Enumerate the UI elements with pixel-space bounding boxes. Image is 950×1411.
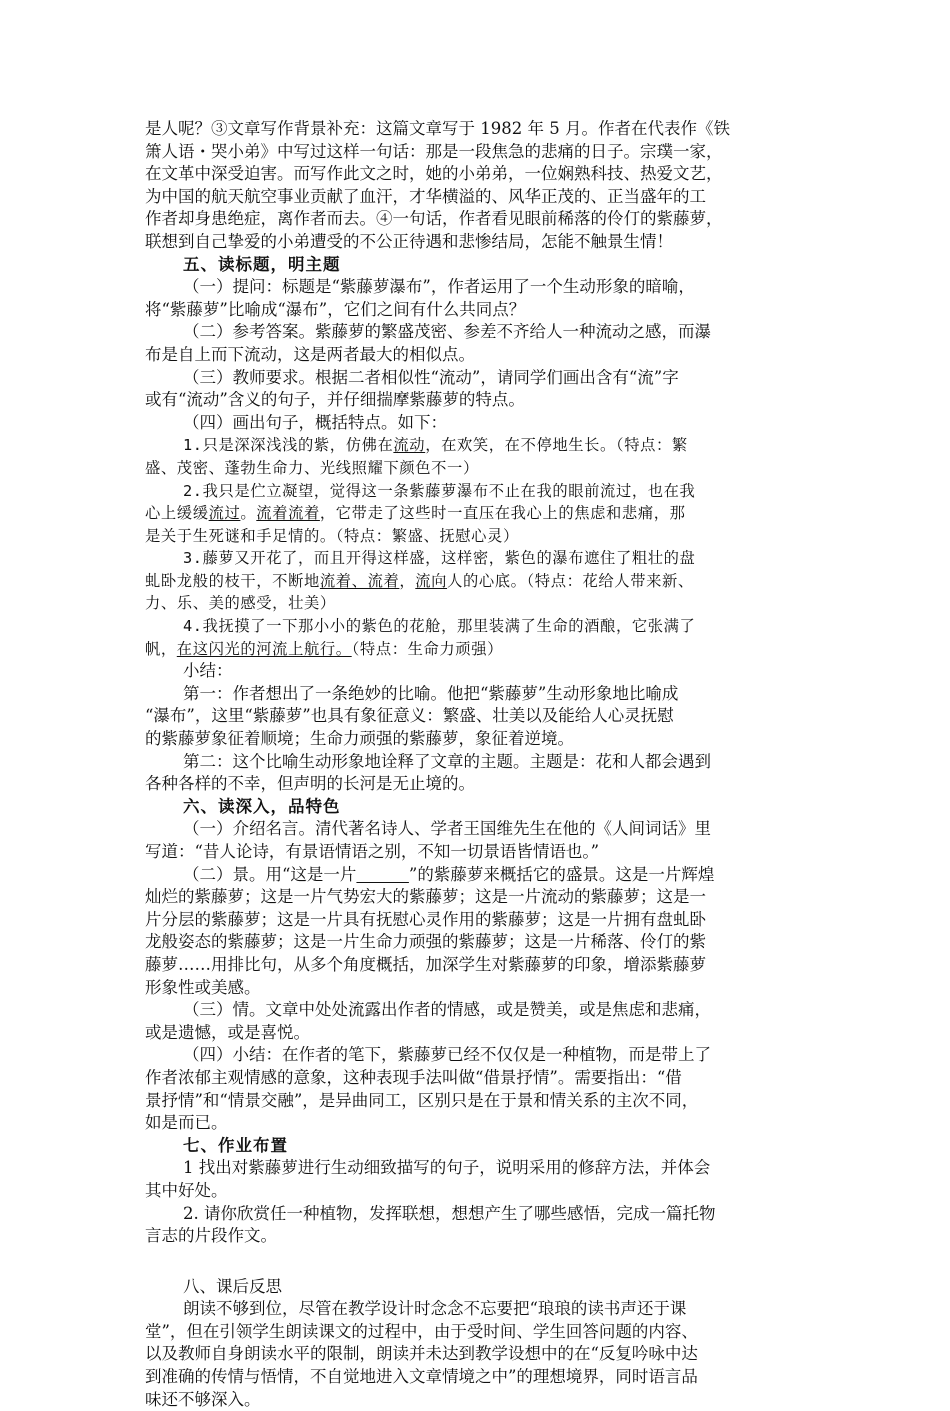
text-line: 布是自上而下流动，这是两者最大的相似点。: [145, 344, 475, 364]
quoted-sentence-1: [145, 434, 800, 479]
section-heading-5: 五、读标题，明主题: [183, 254, 341, 274]
text-line: 藤萝……用排比句，从多个角度概括，加深学生对紫藤萝的印象，增添紫藤萝: [145, 954, 706, 974]
text-line: （四）小结：在作者的笔下，紫藤萝已经不仅仅是一种植物，而是带上了: [183, 1045, 711, 1065]
text-line: [145, 434, 800, 457]
text-line: （一）提问：标题是“紫藤萝瀑布”，作者运用了一个生动形象的暗喻，: [183, 277, 695, 297]
underlined-phrase: 流着、流着: [319, 571, 400, 590]
text-line: （二）参考答案。紫藤萝的繁盛茂密、参差不齐给人一种流动之感，而瀑: [183, 322, 711, 342]
text-line: （一）介绍名言。清代著名诗人、学者王国维先生在他的《人间词话》里: [183, 819, 711, 839]
text-line: 联想到自己挚爱的小弟遭受的不公正待遇和悲惨结局，怎能不触景生情！: [145, 231, 673, 251]
paragraph-conclusion: [145, 1044, 800, 1134]
text-line: 将“紫藤萝”比喻成“瀑布”，它们之间有什么共同点？: [145, 299, 526, 319]
underlined-phrase: 流着流着: [256, 504, 320, 523]
text-line: 为中国的航天航空事业贡献了血汗，才华横溢的、风华正茂的、正当盛年的工: [145, 186, 706, 206]
text-line: 景抒情”和“情景交融”，是异曲同工，区别只是在于景和情关系的主次不同，: [145, 1090, 699, 1110]
text-line: 是人呢？③文章写作背景补充：这篇文章写于 1982 年 5 月。作者在代表作《铁: [145, 119, 730, 138]
sentence-text: ，它带走了这些时一直压在我心上的焦虑和悲痛，那: [319, 504, 686, 523]
spacer: [145, 1248, 800, 1276]
section-heading-7: 七、作业布置: [183, 1135, 288, 1155]
text-line: 4.我抚摸了一下那小小的紫色的花舱，那里装满了生命的酒酿，它张满了: [183, 617, 696, 636]
reflection-paragraph: [145, 1298, 800, 1411]
underlined-phrase: 流动: [393, 436, 426, 455]
text-line: 各种各样的不幸，但声明的长河是无止境的。: [145, 774, 475, 794]
text-line: 如是而已。: [145, 1113, 228, 1133]
summary-label: 小结：: [183, 661, 233, 681]
sentence-text: 心上缓缓: [145, 504, 209, 523]
underlined-phrase: 流过: [208, 504, 241, 523]
text-line: 到准确的传情与悟情，不自觉地进入文章情境之中”的理想境界，同时语言品: [145, 1367, 698, 1387]
paragraph-quote-intro: [145, 818, 800, 863]
text-line: [145, 570, 800, 593]
text-line: 以及教师自身朗读水平的限制，朗读并未达到教学设想中的在“反复吟咏中达: [145, 1344, 698, 1364]
text-line: 1 找出对紫藤萝进行生动细致描写的句子，说明采用的修辞方法，并体会: [183, 1158, 711, 1178]
text-line: 灿烂的紫藤萝；这是一片气势宏大的紫藤萝；这是一片流动的紫藤萝；这是一: [145, 887, 706, 907]
text-line: 力、乐、美的感受，壮美）: [145, 594, 336, 613]
text-line: 形象性或美感。: [145, 977, 261, 997]
paragraph-scene: [145, 864, 800, 1000]
text-line: 作者浓郁主观情感的意象，这种表现手法叫做“借景抒情”。需要指出：“借: [145, 1067, 682, 1087]
homework-item-1: [145, 1157, 800, 1202]
paragraph-text: （二）景。用“这是一片: [183, 864, 357, 884]
text-line: 言志的片段作文。: [145, 1226, 277, 1246]
text-line: 箫人语・哭小弟》中写过这样一句话：那是一段焦急的悲痛的日子。宗璞一家，: [145, 141, 723, 161]
text-line: [145, 502, 800, 525]
text-line: 堂”，但在引领学生朗读课文的过程中，由于受时间、学生回答问题的内容、: [145, 1321, 698, 1341]
sentence-text: （特点：生命力顽强）: [351, 639, 503, 658]
text-line: 朗读不够到位，尽管在教学设计时念念不忘要把“琅琅的读书声还于课: [183, 1299, 687, 1319]
text-line: 的紫藤萝象征着顺境；生命力顽强的紫藤萝，象征着逆境。: [145, 729, 574, 749]
text-line: （三）教师要求。根据二者相似性“流动”，请同学们画出含有“流”字: [183, 367, 679, 387]
question-2: [145, 321, 800, 366]
text-line: [145, 864, 800, 887]
text-line: 其中好处。: [145, 1180, 228, 1200]
summary-first: [145, 683, 800, 751]
text-line: 第二：这个比喻生动形象地诠释了文章的主题。主题是：花和人都会遇到: [183, 751, 711, 771]
sentence-text: 人的心底。（特点：花给人带来新、: [447, 571, 694, 590]
underlined-phrase: 流向: [415, 571, 448, 590]
paragraph-text: ”的紫藤萝来概括它的盛景。这是一片辉煌: [408, 864, 715, 884]
text-line: “瀑布”，这里“紫藤萝”也具有象征意义：繁盛、壮美以及能给人心灵抚慰: [145, 706, 674, 726]
summary-second: [145, 751, 800, 796]
text-line: 是关于生死谜和手足情的。（特点：繁盛、抚慰心灵）: [145, 526, 519, 545]
sentence-text: ，在欢笑，在不停地生长。（特点：繁: [425, 436, 688, 455]
document-body: [145, 118, 800, 1411]
text-line: 2. 请你欣赏任一种植物，发挥联想，想想产生了哪些感悟，完成一篇托物: [183, 1203, 716, 1223]
homework-item-2: [145, 1203, 800, 1248]
sentence-text: 。: [240, 504, 257, 523]
text-line: 片分层的紫藤萝；这是一片具有抚慰心灵作用的紫藤萝；这是一片拥有盘虬卧: [145, 909, 706, 929]
text-line: 作者却身患绝症，离作者而去。④一句话，作者看见眼前稀落的伶仃的紫藤萝，: [145, 209, 723, 229]
paragraph-emotion: [145, 999, 800, 1044]
text-line: 或是遗憾，或是喜悦。: [145, 1022, 310, 1042]
sentence-text: 1.只是深深浅浅的紫，仿佛在: [183, 436, 394, 455]
text-line: 味还不够深入。: [145, 1389, 261, 1409]
text-line: 或有“流动”含义的句子，并仔细揣摩紫藤萝的特点。: [145, 390, 525, 410]
question-1: [145, 276, 800, 321]
sentence-text: ，: [399, 571, 416, 590]
sentence-text: 虬卧龙般的枝干，不断地: [145, 571, 320, 590]
text-line: 写道：“昔人论诗，有景语情语之别，不知一切景语皆情语也。”: [145, 842, 600, 861]
text-line: （三）情。文章中处处流露出作者的情感，或是赞美，或是焦虑和悲痛，: [183, 1000, 711, 1020]
underlined-phrase: 在这闪光的河流上航行。: [176, 639, 352, 658]
text-line: 2.我只是伫立凝望，觉得这一条紫藤萝瀑布不止在我的眼前流过，也在我: [183, 481, 696, 500]
intro-paragraph: [145, 118, 800, 254]
section-heading-6: 六、读深入，品特色: [183, 796, 341, 816]
question-4: （四）画出句子，概括特点。如下：: [183, 412, 447, 432]
text-line: 盛、茂密、蓬勃生命力、光线照耀下颜色不一）: [145, 458, 479, 477]
text-line: 第一：作者想出了一条绝妙的比喻。他把“紫藤萝”生动形象地比喻成: [183, 683, 679, 703]
quoted-sentence-4: [145, 615, 800, 660]
fill-blank: [356, 865, 408, 884]
section-heading-8: 八、课后反思: [183, 1276, 282, 1296]
quoted-sentence-3: [145, 547, 800, 615]
text-line: 在文革中深受迫害。而写作此文之时，她的小弟弟，一位娴熟科技、热爱文艺，: [145, 164, 723, 184]
text-line: 龙般姿态的紫藤萝；这是一片生命力顽强的紫藤萝；这是一片稀落、伶仃的紫: [145, 932, 706, 952]
quoted-sentence-2: [145, 480, 800, 548]
text-line: 3.藤萝又开花了，而且开得这样盛，这样密，紫色的瀑布遮住了粗壮的盘: [183, 549, 696, 568]
question-3: [145, 367, 800, 412]
sentence-text: 帆，: [145, 639, 177, 658]
text-line: [145, 638, 800, 661]
